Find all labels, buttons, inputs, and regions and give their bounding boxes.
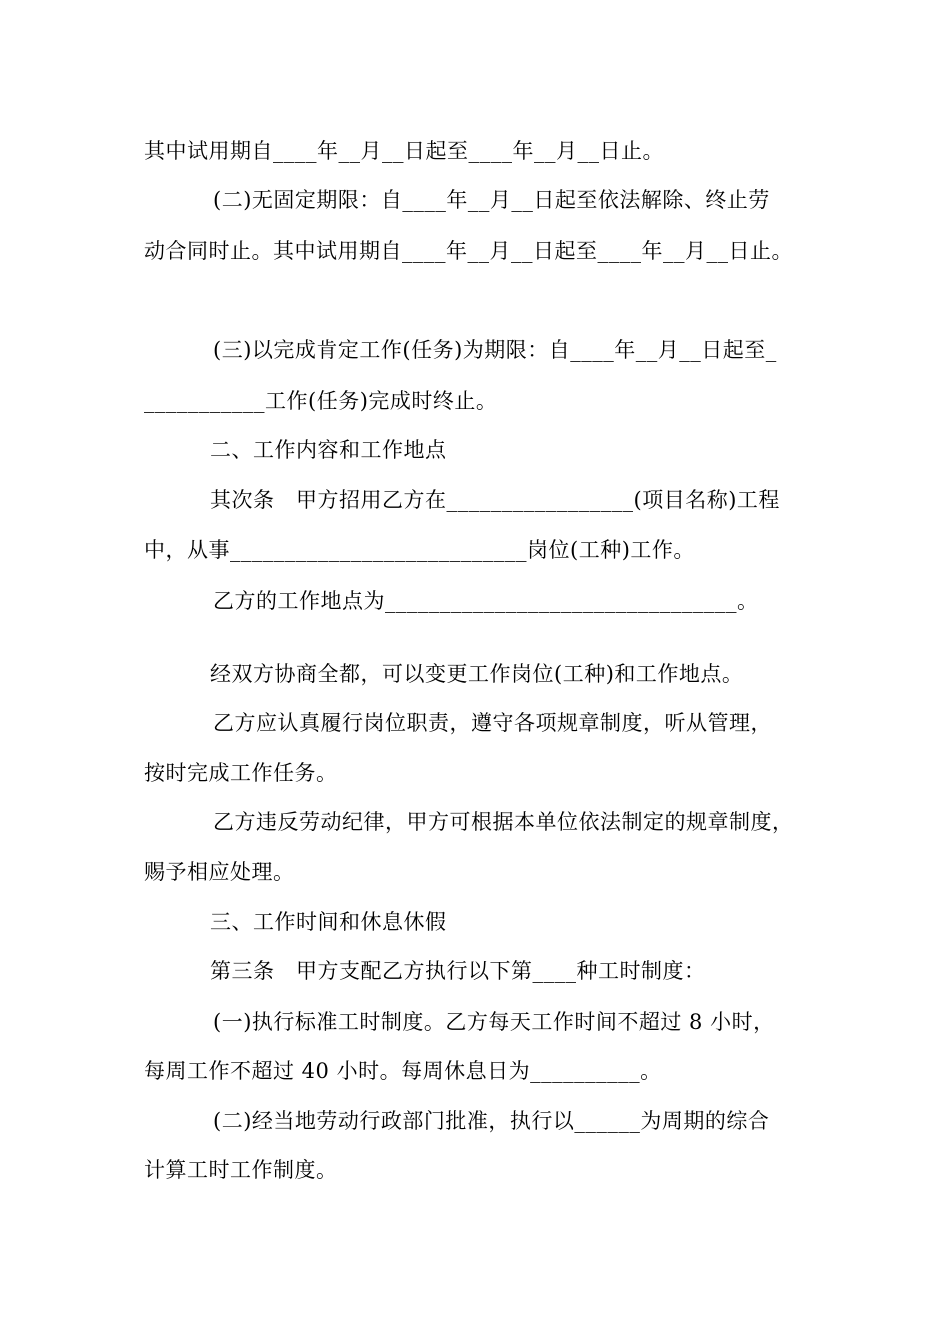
- paragraph-line: (三)以完成肯定工作(任务)为期限：自____年__月__日起至_: [213, 338, 777, 362]
- paragraph-line: 乙方应认真履行岗位职责，遵守各项规章制度，听从管理，: [213, 711, 772, 735]
- paragraph-line: 中，从事___________________________岗位(工种)工作。: [144, 538, 695, 562]
- paragraph-line: (二)无固定期限：自____年__月__日起至依法解除、终止劳: [213, 188, 770, 212]
- paragraph-line: 其次条 甲方招用乙方在_________________(项目名称)工程: [210, 488, 780, 512]
- paragraph-line: 乙方的工作地点为________________________________。: [213, 589, 759, 613]
- section-heading: 三、工作时间和休息休假: [210, 910, 447, 934]
- paragraph-line: 其中试用期自____年__月__日起至____年__月__日止。: [144, 139, 664, 163]
- paragraph-line: (二)经当地劳动行政部门批准，执行以______为周期的综合: [213, 1109, 770, 1133]
- paragraph-line: 第三条 甲方支配乙方执行以下第____种工时制度：: [210, 959, 706, 983]
- paragraph-line: 乙方违反劳动纪律，甲方可根据本单位依法制定的规章制度，: [213, 810, 794, 834]
- paragraph-line: 计算工时工作制度。: [144, 1158, 338, 1182]
- paragraph-line: ___________工作(任务)完成时终止。: [144, 389, 498, 413]
- paragraph-line: 经双方协商全都，可以变更工作岗位(工种)和工作地点。: [210, 662, 744, 686]
- paragraph-line: (一)执行标准工时制度。乙方每天工作时间不超过 8 小时，: [213, 1010, 775, 1034]
- paragraph-line: 按时完成工作任务。: [144, 761, 338, 785]
- section-heading: 二、工作内容和工作地点: [210, 438, 447, 462]
- paragraph-line: 赐予相应处理。: [144, 860, 295, 884]
- paragraph-line: 每周工作不超过 40 小时。每周休息日为__________。: [144, 1059, 662, 1083]
- paragraph-line: 动合同时止。其中试用期自____年__月__日起至____年__月__日止。: [144, 239, 793, 263]
